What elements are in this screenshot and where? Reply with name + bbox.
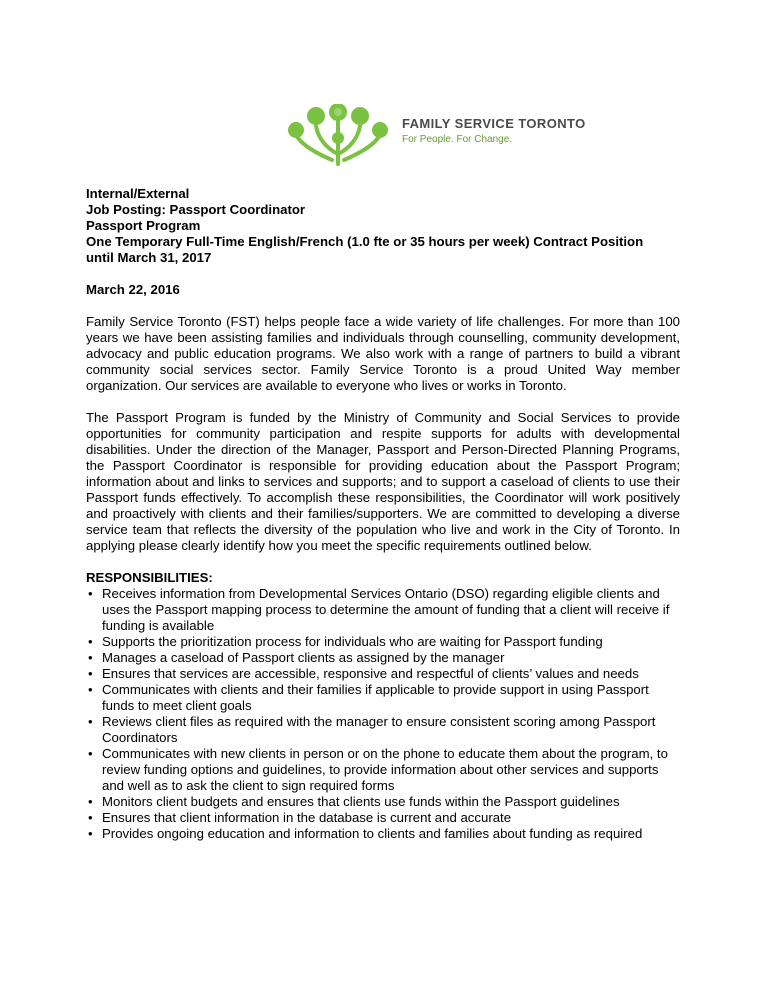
list-item-text: Reviews client files as required with the manager to ensure consistent scoring among Passport Coordinators [102,714,656,745]
list-item-text: Provides ongoing education and information to clients and families about funding as required [102,826,643,841]
responsibilities-heading: RESPONSIBILITIES: [86,570,213,585]
list-item-text: Communicates with new clients in person or on the phone to educate them about the program, to review funding options and guidelines, to provide information about other services and supports and well as to ask the client to sign required forms [102,746,668,793]
organization-logo [282,104,586,166]
list-item [86,650,680,666]
list-item [86,746,680,794]
list-item [86,666,680,682]
list-item-text: Monitors client budgets and ensures that clients use funds within the Passport guidelines [102,794,620,809]
bullet-icon: • [88,650,93,665]
bullet-icon: • [88,714,93,729]
list-item [86,586,680,634]
list-item [86,634,680,650]
program-description: The Passport Program is funded by the Ministry of Community and Social Services to provide opportunities for community participation and respite supports for adults with developmental disabilities. Under the direction of the Manager, Passport and Person-Directed Planning Programs, the Passport Coordinator is responsible for providing education about the Passport Program; information about and links to services and supports; and to support a caseload of clients to use their Passport funds effectively. To accomplish these responsibilities, the Coordinator will work positively and proactively with clients and their families/supporters. We are committed to developing a diverse service team that reflects the diversity of the population who live and work in the City of Toronto. In applying please clearly identify how you meet the specific requirements outlined below. [86,410,680,553]
position-details: One Temporary Full-Time English/French (1.0 fte or 35 hours per week) Contract Position [86,234,644,249]
posting-type: Internal/External [86,186,190,201]
bullet-icon: • [88,666,93,681]
list-item [86,826,680,842]
logo-tagline: For People. For Change. [402,134,513,145]
list-item-text: Ensures that client information in the database is current and accurate [102,810,512,825]
posting-title: Job Posting: Passport Coordinator [86,202,306,217]
list-item-text: Communicates with clients and their families if applicable to provide support in using Passport funds to meet client goals [102,682,649,713]
bullet-icon: • [88,746,93,761]
organization-description: Family Service Toronto (FST) helps people face a wide variety of life challenges. For more than 100 years we have been assisting families and individuals through counselling, community development, advocacy and public education programs. We also work with a range of partners to build a vibrant community social services sector. Family Service Toronto is a proud United Way member organization. Our services are available to everyone who lives or works in Toronto. [86,314,680,393]
bullet-icon: • [88,826,93,841]
list-item [86,794,680,810]
program-name: Passport Program [86,218,201,233]
bullet-icon: • [88,810,93,825]
list-item [86,810,680,826]
list-item-text: Manages a caseload of Passport clients as assigned by the manager [102,650,505,665]
bullet-icon: • [88,682,93,697]
bullet-icon: • [88,586,93,601]
list-item [86,682,680,714]
posting-date: March 22, 2016 [86,282,180,297]
logo-organization-name: FAMILY SERVICE TORONTO [402,116,586,131]
contract-end: until March 31, 2017 [86,250,212,265]
list-item [86,714,680,746]
responsibilities-list [86,586,680,842]
list-item-text: Ensures that services are accessible, responsive and respectful of clients’ values and needs [102,666,639,681]
list-item-text: Receives information from Developmental Services Ontario (DSO) regarding eligible clients and uses the Passport mapping process to determine the amount of funding that a client will receive if funding is available [102,586,670,633]
list-item-text: Supports the prioritization process for individuals who are waiting for Passport funding [102,634,603,649]
bullet-icon: • [88,634,93,649]
tree-people-logo-icon [282,104,394,166]
posting-content [86,186,680,842]
bullet-icon: • [88,794,93,809]
